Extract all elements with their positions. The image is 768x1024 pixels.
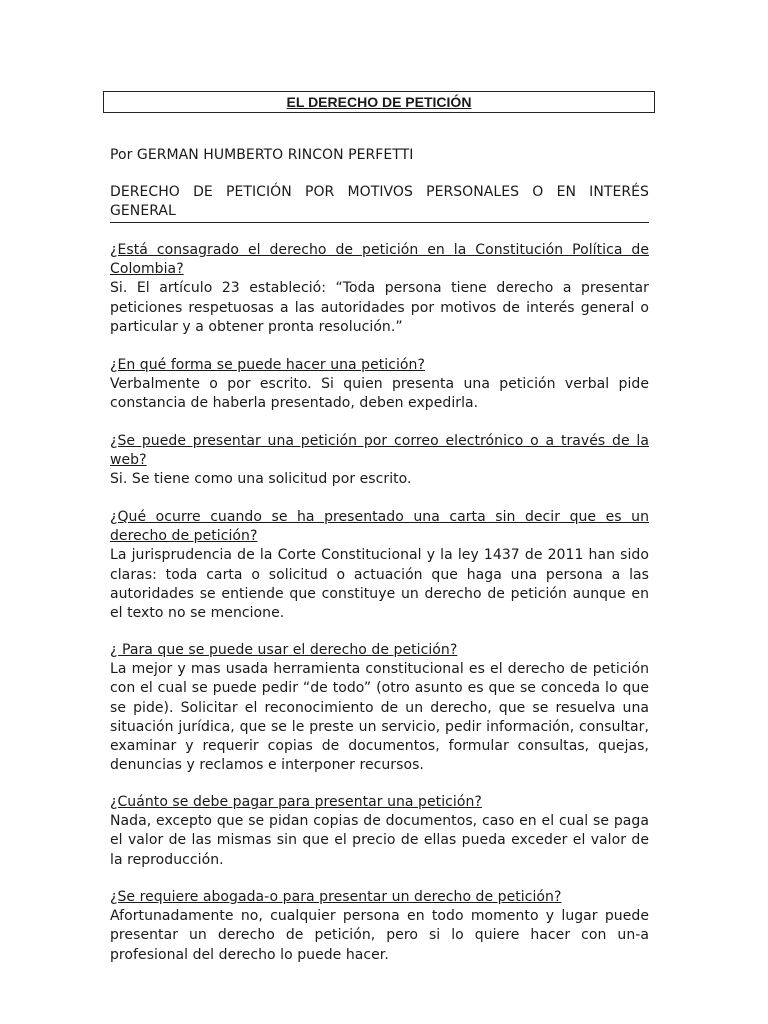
qa-item bbox=[110, 793, 649, 870]
question: ¿Qué ocurre cuando se ha presentado una carta sin decir que es un derecho de petición? bbox=[110, 509, 649, 545]
qa-item bbox=[110, 432, 649, 490]
answer: Si. Se tiene como una solicitud por escrito. bbox=[110, 471, 412, 488]
answer: Verbalmente o por escrito. Si quien presenta una petición verbal pide constancia de haberla presentado, deben expedirla. bbox=[110, 376, 649, 412]
answer: Afortunadamente no, cualquier persona en todo momento y lugar puede presentar un derecho de petición, pero si lo quiere hacer con un-a profesional del derecho lo puede hacer. bbox=[110, 908, 649, 963]
answer: Si. El artículo 23 estableció: “Toda persona tiene derecho a presentar peticiones respetuosas a las autoridades por motivos de interés general o particular y a obtener pronta resolución.” bbox=[110, 280, 649, 335]
answer: La mejor y mas usada herramienta constitucional es el derecho de petición con el cual se puede pedir “de todo” (otro asunto es que se conceda lo que se pide). Solicitar el reconocimiento de un derecho, que se resuelva una situación jurídica, que se le preste un servicio, pedir información, consultar, examinar y requerir copias de documentos, formular consultas, quejas, denuncias y reclamos e interponer recursos. bbox=[110, 661, 649, 774]
question: ¿Cuánto se debe pagar para presentar una petición? bbox=[110, 794, 482, 810]
question: ¿Está consagrado el derecho de petición en la Constitución Política de Colombia? bbox=[110, 242, 649, 278]
document-title: EL DERECHO DE PETICIÓN bbox=[103, 91, 655, 113]
qa-item bbox=[110, 508, 649, 623]
section-heading: DERECHO DE PETICIÓN POR MOTIVOS PERSONALES O EN INTERÉS GENERAL bbox=[110, 183, 649, 223]
qa-item bbox=[110, 641, 649, 775]
author-line: Por GERMAN HUMBERTO RINCON PERFETTI bbox=[110, 147, 414, 163]
answer: La jurisprudencia de la Corte Constitucional y la ley 1437 de 2011 han sido claras: toda carta o solicitud o actuación que haga una persona a las autoridades se entiende que constituye un derecho de petición aunque en el texto no se mencione. bbox=[110, 547, 649, 622]
question: ¿Se requiere abogada-o para presentar un derecho de petición? bbox=[110, 889, 562, 905]
qa-item bbox=[110, 356, 649, 414]
question: ¿En qué forma se puede hacer una petición? bbox=[110, 357, 425, 373]
qa-item bbox=[110, 888, 649, 965]
answer: Nada, excepto que se pidan copias de documentos, caso en el cual se paga el valor de las mismas sin que el precio de ellas pueda exceder el valor de la reproducción. bbox=[110, 813, 649, 868]
question: ¿Se puede presentar una petición por correo electrónico o a través de la web? bbox=[110, 433, 649, 469]
qa-item bbox=[110, 241, 649, 337]
question: ¿ Para que se puede usar el derecho de petición? bbox=[110, 642, 458, 658]
